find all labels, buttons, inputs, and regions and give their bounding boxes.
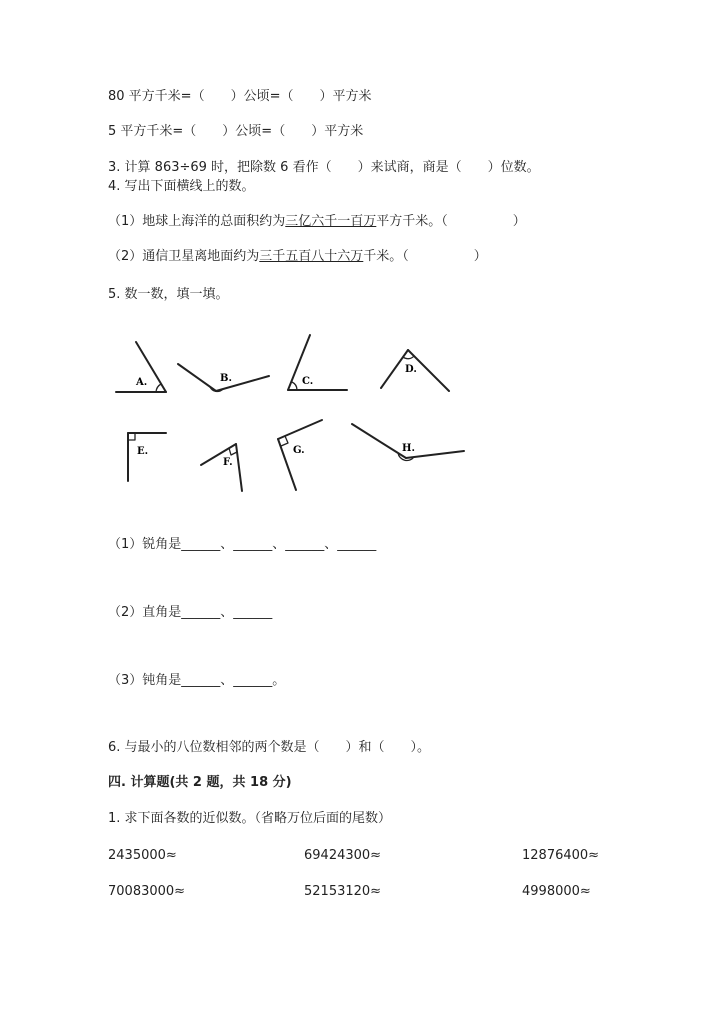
q6-neighbors: 6. 与最小的八位数相邻的两个数是（ ）和（ ）。 — [108, 740, 431, 755]
q3-trial-quotient: 3. 计算 863÷69 时，把除数 6 看作（ ）来试商，商是（ ）位数。 — [108, 160, 540, 175]
q5-heading: 5. 数一数，填一填。 — [108, 287, 229, 302]
q5-right: （2）直角是______、______ — [108, 605, 273, 620]
angle-f — [201, 444, 242, 491]
angle-e — [128, 433, 166, 481]
angle-d-label: D. — [405, 364, 417, 375]
q-area-conversion-1: 80 平方千米=（ ）公顷=（ ）平方米 — [108, 89, 372, 104]
section-heading: 四. 计算题(共 2 题，共 18 分) — [108, 775, 292, 790]
q5-acute: （1）锐角是______、______、______、______ — [108, 537, 377, 552]
q4-sub2-pre: （2）通信卫星离地面约为 — [108, 249, 260, 264]
approx-r2-c2: 52153120≈ — [304, 884, 382, 899]
approx-r1-c1: 2435000≈ — [108, 848, 177, 863]
q4-sub1-post: 平方千米。（ ） — [376, 214, 526, 229]
q4-heading: 4. 写出下面横线上的数。 — [108, 179, 255, 194]
approx-r2-c3: 4998000≈ — [522, 884, 591, 899]
q4-sub1-underlined: 三亿六千一百万 — [285, 214, 377, 229]
q4-sub1-pre: （1）地球上海洋的总面积约为 — [108, 214, 286, 229]
q-area-conversion-2: 5 平方千米=（ ）公顷=（ ）平方米 — [108, 124, 364, 139]
angle-c-label: C. — [302, 376, 314, 387]
angle-e-label: E. — [137, 446, 149, 457]
q4-sub2-post: 千米。（ ） — [363, 249, 487, 264]
angle-b-label: B. — [220, 373, 232, 384]
q4-sub2-underlined: 三千五百八十六万 — [259, 249, 364, 264]
angle-g-label: G. — [293, 445, 305, 456]
angle-h-label: H. — [402, 443, 415, 454]
angle-f-label: F. — [223, 457, 233, 468]
approx-r1-c3: 12876400≈ — [522, 848, 600, 863]
calc-q1-heading: 1. 求下面各数的近似数。（省略万位后面的尾数） — [108, 811, 392, 826]
approx-r2-c1: 70083000≈ — [108, 884, 186, 899]
angle-c — [288, 335, 347, 390]
q5-obtuse: （3）钝角是______、______。 — [108, 673, 286, 688]
angle-a-label: A. — [136, 377, 148, 388]
approx-r1-c2: 69424300≈ — [304, 848, 382, 863]
